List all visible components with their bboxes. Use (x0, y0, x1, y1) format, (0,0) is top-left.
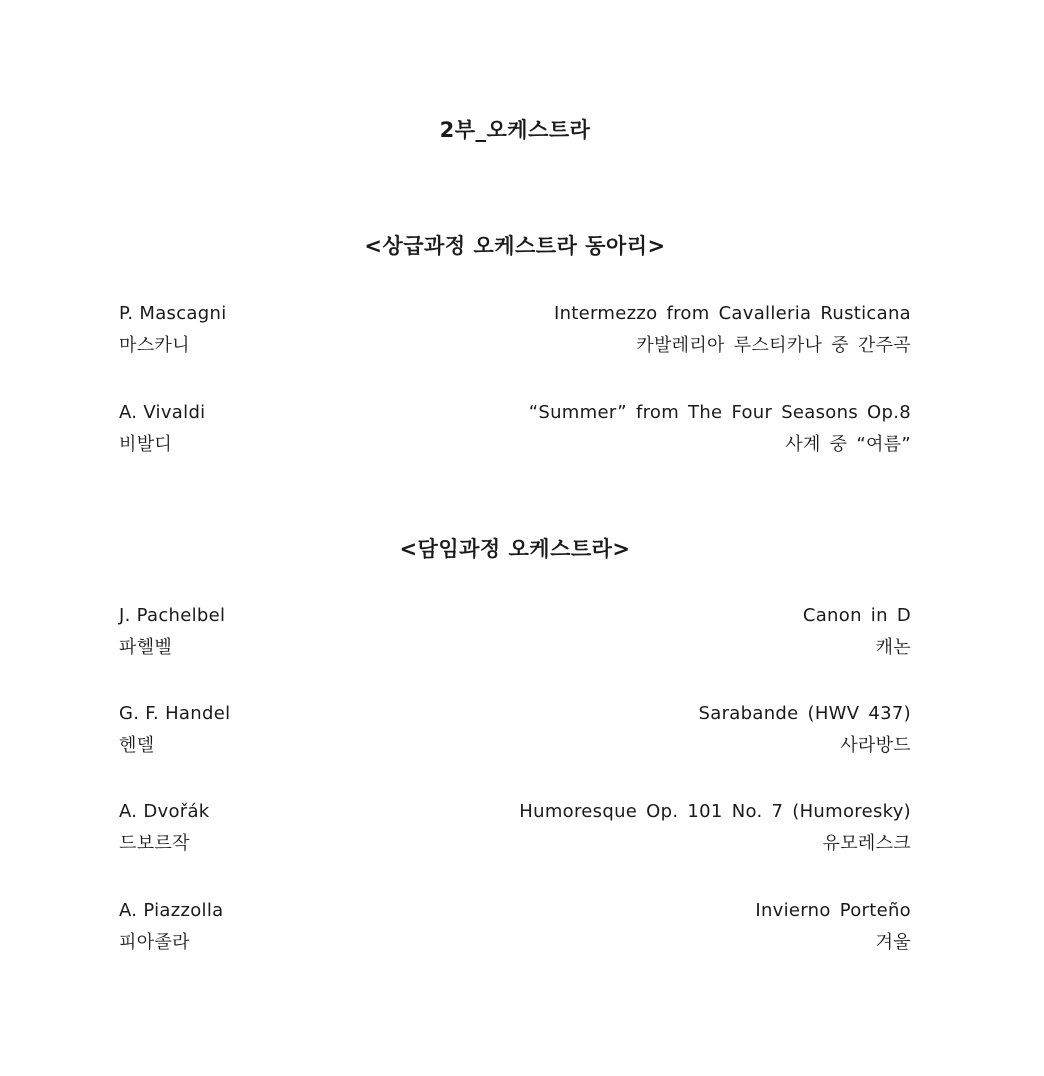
composer-name: J. Pachelbel (119, 605, 226, 626)
section-heading-advanced: <상급과정 오케스트라 동아리> (364, 234, 666, 258)
work-title-korean: 사계 중 “여름” (785, 434, 911, 455)
work-title-korean: 캐논 (875, 637, 911, 658)
work-title: Invierno Porteño (755, 900, 911, 921)
program-entry (119, 796, 911, 856)
composer-name: G. F. Handel (119, 703, 231, 724)
composer-name: A. Piazzolla (119, 900, 224, 921)
work-title: Canon in D (802, 605, 911, 626)
page-title: 2부_오케스트라 (439, 118, 591, 142)
composer-name-korean: 피아졸라 (119, 932, 190, 953)
program-entry (119, 298, 911, 358)
work-title-korean: 겨울 (875, 932, 911, 953)
program-entry (119, 895, 911, 955)
composer-name: A. Dvořák (119, 801, 210, 822)
section-heading-homeroom: <담임과정 오케스트라> (399, 537, 631, 561)
work-title: “Summer” from The Four Seasons Op.8 (528, 402, 911, 423)
program-entry (119, 397, 911, 457)
work-title-korean: 사라방드 (840, 735, 911, 756)
composer-name: A. Vivaldi (119, 402, 206, 423)
composer-name-korean: 비발디 (119, 434, 173, 455)
composer-name-korean: 파헬벨 (119, 637, 173, 658)
work-title-korean: 유모레스크 (822, 833, 911, 854)
composer-name-korean: 헨델 (119, 735, 155, 756)
work-title-korean: 카발레리아 루스티카나 중 간주곡 (636, 335, 911, 356)
program-entry (119, 698, 911, 758)
composer-name: P. Mascagni (119, 303, 227, 324)
composer-name-korean: 드보르작 (119, 833, 190, 854)
work-title: Humoresque Op. 101 No. 7 (Humoresky) (519, 801, 911, 822)
work-title: Sarabande (HWV 437) (698, 703, 911, 724)
program-entry (119, 600, 911, 660)
composer-name-korean: 마스카니 (119, 335, 190, 356)
work-title: Intermezzo from Cavalleria Rusticana (553, 303, 911, 324)
